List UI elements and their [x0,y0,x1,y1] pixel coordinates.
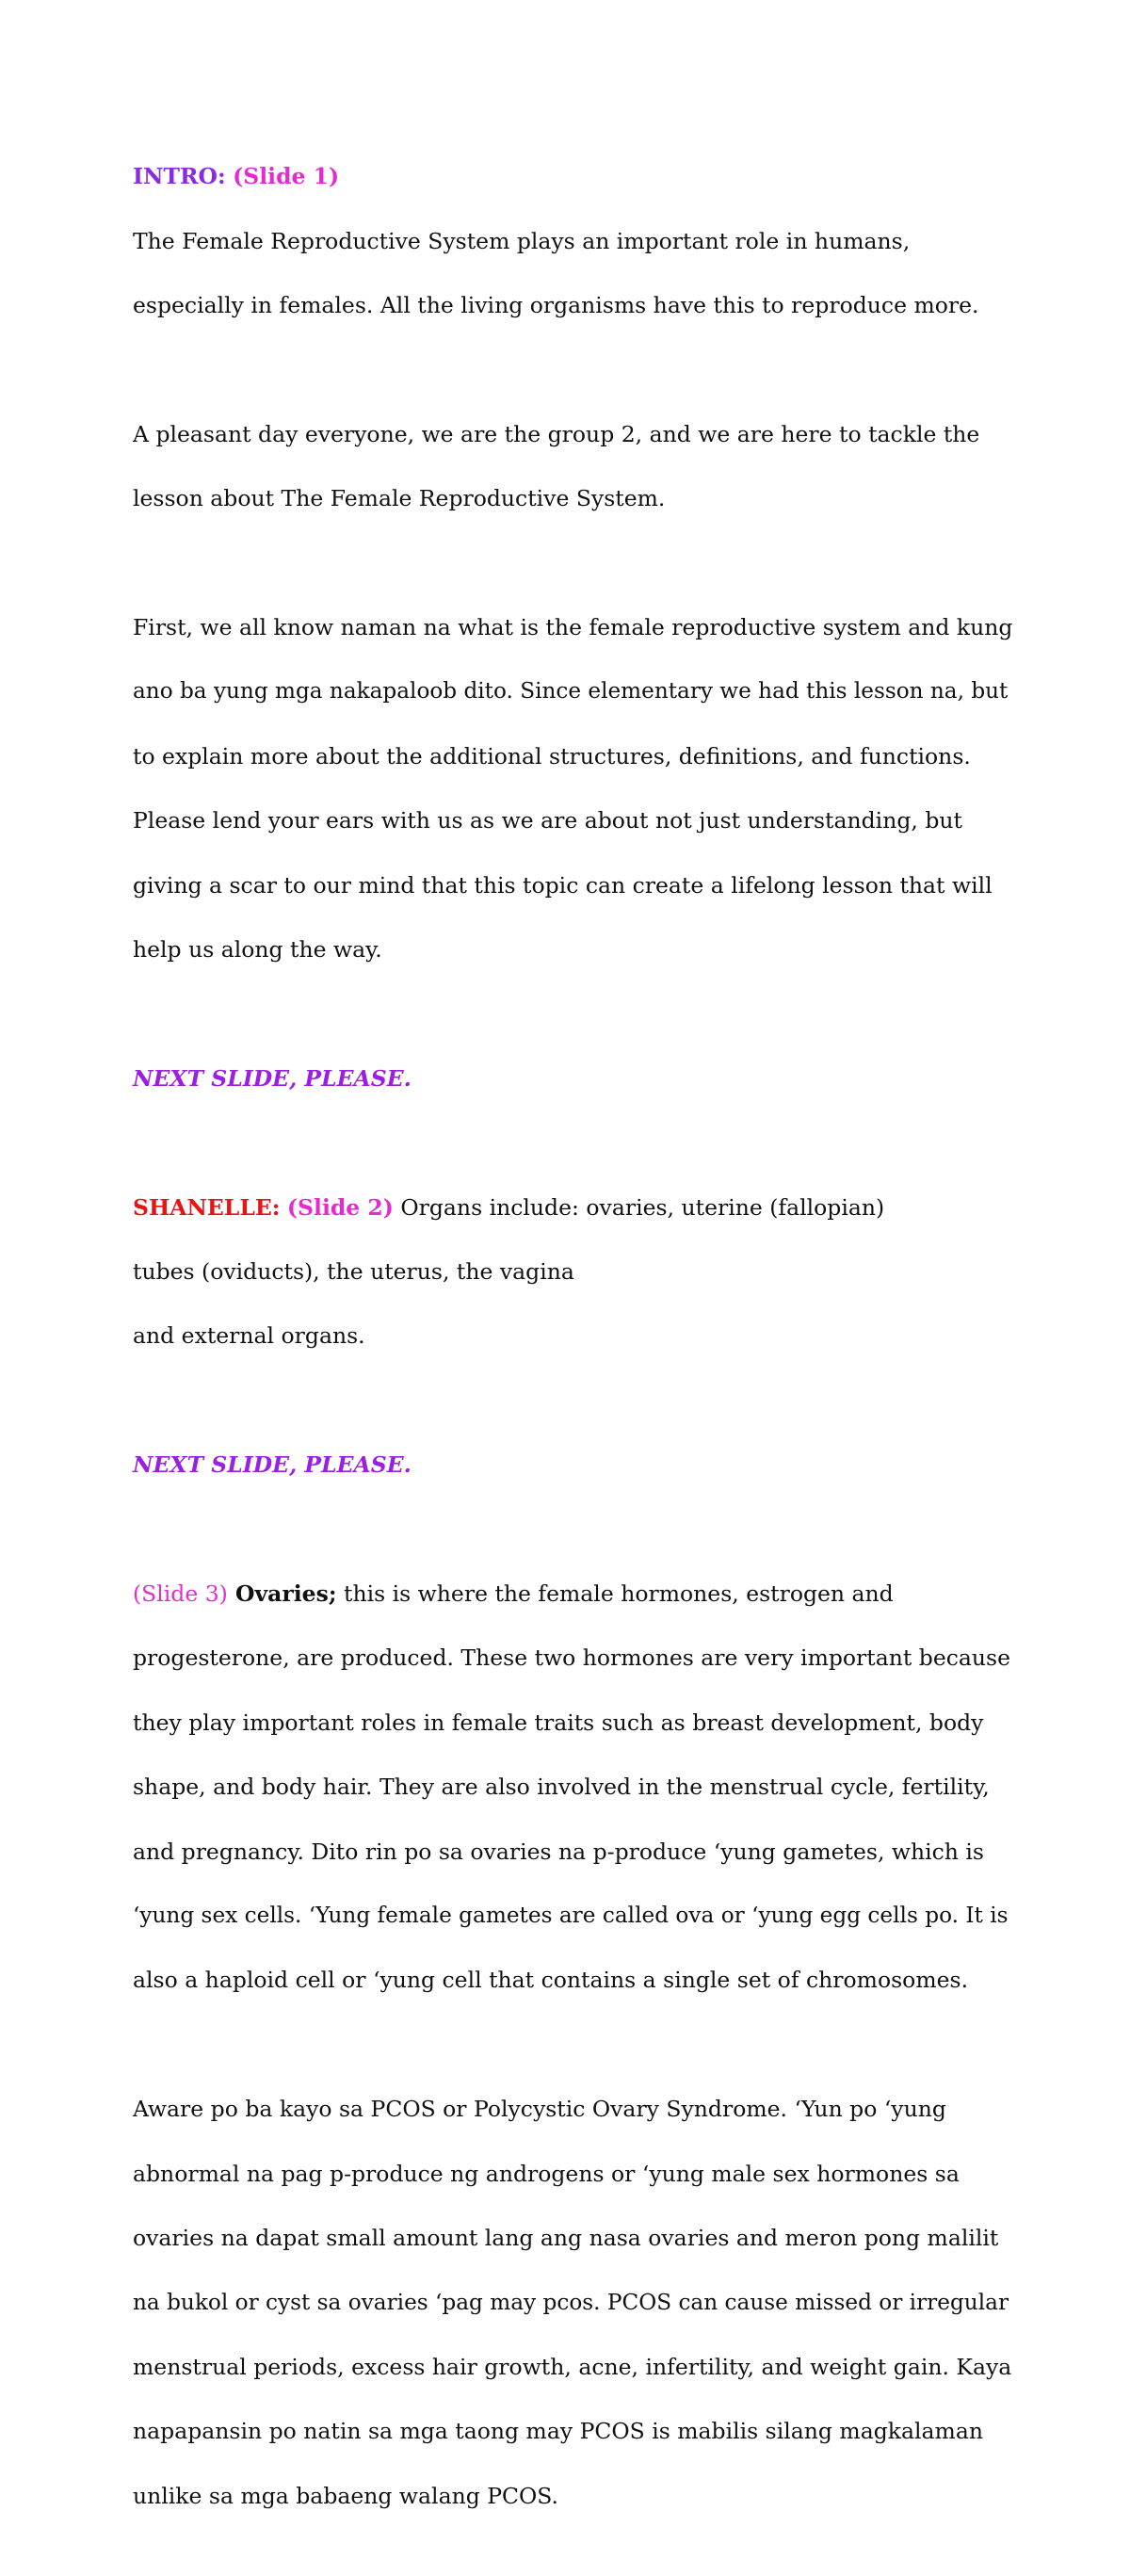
intro-heading-line [133,160,1013,192]
pcos-line: Aware po ba kayo sa PCOS or Polycystic Ovary Syndrome. ‘Yun po ‘yung [133,2096,946,2123]
first-line: help us along the way. [133,936,382,964]
first-line: giving a scar to our mind that this topic can create a lifelong lesson that will [133,871,993,899]
shanelle-heading-line [133,1191,1013,1223]
shanelle-line: and external organs. [133,1322,365,1350]
pcos-line: abnormal na pag p-produce ng androgens or ‘yung male sex hormones sa [133,2160,960,2187]
pcos-line: na bukol or cyst sa ovaries ‘pag may pcos. PCOS can cause missed or irregular [133,2289,1009,2315]
intro-line: The Female Reproductive System plays an important role in humans, [133,227,911,254]
shanelle-paragraph [133,1158,1013,1384]
next-slide-cue [133,1417,1013,1514]
slide3-line: they play important roles in female traits such as breast development, body [133,1709,984,1736]
first-line: to explain more about the additional structures, definitions, and functions. [133,742,971,770]
first-line: Please lend your ears with us as we are about not just understanding, but [133,807,962,834]
next-slide-cue [133,1030,1013,1127]
intro-paragraph [133,128,1013,353]
pcos-line: ovaries na dapat small amount lang ang nasa ovaries and meron pong malilit [133,2225,999,2252]
greeting-line: lesson about The Female Reproductive System. [133,485,666,512]
intro-slide-label: (Slide 1) [233,163,340,190]
slide-label: (Slide 2) [286,1193,394,1221]
intro-label: INTRO: [133,163,226,190]
slide3-line: and pregnancy. Dito rin po sa ovaries na p-produce ‘yung gametes, which is [133,1838,984,1865]
slide3-line: progesterone, are produced. These two hormones are very important because [133,1644,1011,1672]
next-slide-text: NEXT SLIDE, PLEASE. [133,1064,412,1092]
slide3-line: ‘yung sex cells. ‘Yung female gametes are called ova or ‘yung egg cells po. It is [133,1903,1009,1929]
greeting-line: A pleasant day everyone, we are the group 2, and we are here to tackle the [133,420,980,447]
pcos-line: menstrual periods, excess hair growth, acne, infertility, and weight gain. Kaya [133,2353,1012,2380]
intro-line: especially in females. All the living organisms have this to reproduce more. [133,292,979,319]
first-line: First, we all know naman na what is the female reproductive system and kung [133,614,1013,641]
slide3-first-line-text: this is where the female hormones, estrogen and [336,1580,894,1608]
first-paragraph [133,579,1013,998]
slide3-line: shape, and body hair. They are also involved in the menstrual cycle, fertility, [133,1774,990,1801]
shanelle-line: tubes (oviducts), the uterus, the vagina [133,1258,574,1286]
next-slide-text: NEXT SLIDE, PLEASE. [133,1451,412,1479]
speaker-name: SHANELLE: [133,1193,281,1221]
shanelle-first-line-text: Organs include: ovaries, uterine (fallopian) [393,1193,885,1221]
term-ovaries: Ovaries; [227,1580,337,1608]
pcos-line: napapansin po natin sa mga taong may PCOS is mabilis silang magkalaman [133,2418,983,2445]
slide3-paragraph [133,1546,1013,2029]
pcos-line: unlike sa mga babaeng walang PCOS. [133,2482,559,2509]
greeting-paragraph [133,386,1013,547]
slide3-heading-line [133,1578,1013,1610]
document-body [133,128,1013,2576]
first-line: ano ba yung mga nakapaloob dito. Since elementary we had this lesson na, but [133,679,1009,705]
slide3-line: also a haploid cell or ‘yung cell that contains a single set of chromosomes. [133,1967,969,1994]
pcos-paragraph [133,2061,1013,2544]
slide-label: (Slide 3) [133,1580,228,1608]
